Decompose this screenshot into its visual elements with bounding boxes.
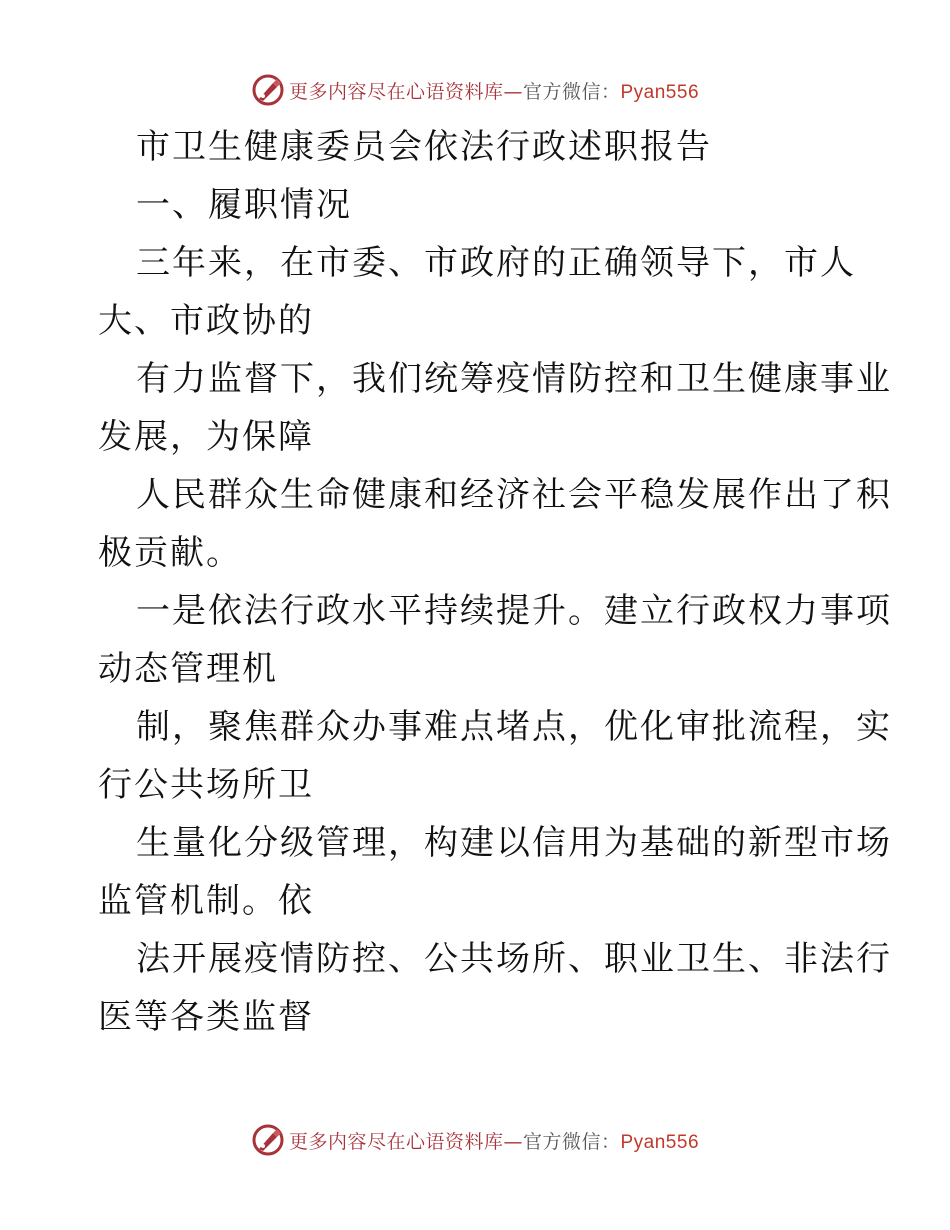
paragraph-line: 有力监督下，我们统筹疫情防控和卫生健康事业 [136,359,892,399]
section-heading: 一、履职情况 [136,185,352,225]
paragraph-line: 制，聚焦群众办事难点堵点，优化审批流程，实 [136,707,892,747]
paragraph-line: 大、市政协的 [98,301,314,341]
watermark-text: 更多内容尽在心语资料库—官方微信：Pyan556 [288,1130,700,1153]
footer-watermark [0,1120,950,1160]
document-title: 市卫生健康委员会依法行政述职报告 [136,127,712,167]
paragraph-line: 法开展疫情防控、公共场所、职业卫生、非法行 [136,939,892,979]
paragraph-line: 一是依法行政水平持续提升。建立行政权力事项 [136,591,892,631]
paragraph-line: 医等各类监督 [98,997,314,1037]
header-watermark [0,70,950,110]
paragraph-line: 三年来，在市委、市政府的正确领导下，市人 [136,243,856,283]
watermark-text: 更多内容尽在心语资料库—官方微信：Pyan556 [288,80,700,103]
paragraph-line: 生量化分级管理，构建以信用为基础的新型市场 [136,823,892,863]
pen-logo-icon [251,1123,285,1157]
paragraph-line: 人民群众生命健康和经济社会平稳发展作出了积 [136,475,892,515]
paragraph-line: 行公共场所卫 [98,765,314,805]
pen-logo-icon [251,73,285,107]
paragraph-line: 发展，为保障 [98,417,314,457]
paragraph-line: 动态管理机 [98,649,278,689]
paragraph-line: 监管机制。依 [98,881,314,921]
paragraph-line: 极贡献。 [98,533,242,573]
